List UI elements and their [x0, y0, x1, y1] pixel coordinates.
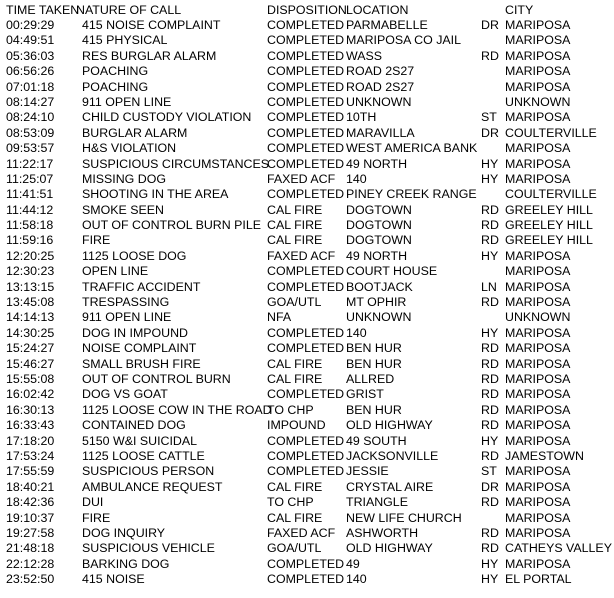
- table-row: [0, 387, 614, 402]
- cell-time-taken: 00:29:29: [6, 18, 55, 32]
- cell-disposition: CAL FIRE: [267, 479, 323, 494]
- table-row: [0, 403, 614, 418]
- cell-disposition: IMPOUND: [267, 418, 326, 433]
- table-row: [0, 495, 614, 510]
- cell-location: BEN HUR: [346, 402, 402, 417]
- cell-city: MARIPOSA: [505, 495, 571, 510]
- cell-time-taken: 08:14:27: [6, 94, 55, 109]
- cell-street-suffix: HY: [481, 248, 499, 263]
- cell-disposition: TO CHP: [267, 495, 314, 510]
- cell-time-taken: 07:01:18: [6, 79, 55, 94]
- cell-disposition: COMPLETED: [267, 264, 345, 279]
- cell-street-suffix: RD: [481, 356, 499, 371]
- cell-street-suffix: RD: [481, 402, 499, 417]
- cell-nature-of-call: OPEN LINE: [82, 264, 149, 279]
- cell-time-taken: 11:59:16: [6, 233, 54, 248]
- cell-city: GREELEY HILL: [505, 233, 593, 248]
- cell-disposition: COMPLETED: [267, 94, 345, 109]
- cell-city: MARIPOSA: [505, 110, 571, 125]
- cell-street-suffix: ST: [481, 110, 497, 125]
- cell-street-suffix: DR: [481, 18, 499, 32]
- cell-city: MARIPOSA: [505, 171, 571, 186]
- cell-disposition: CAL FIRE: [267, 233, 323, 248]
- cell-location: CRYSTAL AIRE: [346, 479, 434, 494]
- table-row: [0, 372, 614, 387]
- table-row: [0, 95, 614, 110]
- table-row: [0, 557, 614, 572]
- cell-street-suffix: HY: [481, 572, 499, 587]
- cell-location: 49: [346, 556, 360, 571]
- cell-time-taken: 23:52:50: [6, 572, 55, 587]
- cell-time-taken: 15:46:27: [6, 356, 55, 371]
- table-row: [0, 249, 614, 264]
- cell-location: NEW LIFE CHURCH: [346, 510, 462, 525]
- cell-disposition: FAXED ACF: [267, 525, 336, 540]
- cell-time-taken: 14:14:13: [6, 310, 55, 325]
- cell-time-taken: 15:55:08: [6, 371, 55, 386]
- cell-location: 140: [346, 572, 367, 587]
- cell-street-suffix: HY: [481, 433, 499, 448]
- cell-location: OLD HIGHWAY: [346, 541, 433, 556]
- cell-disposition: COMPLETED: [267, 448, 345, 463]
- table-row: [0, 511, 614, 526]
- cell-nature-of-call: BURGLAR ALARM: [82, 125, 188, 140]
- cell-time-taken: 21:48:18: [6, 541, 55, 556]
- cell-disposition: TO CHP: [267, 402, 314, 417]
- cell-location: JESSIE: [346, 464, 389, 479]
- cell-street-suffix: RD: [481, 233, 499, 248]
- cell-disposition: COMPLETED: [267, 387, 345, 402]
- table-row: [0, 33, 614, 48]
- table-row: [0, 341, 614, 356]
- cell-disposition: COMPLETED: [267, 572, 345, 587]
- cell-time-taken: 13:13:15: [6, 279, 55, 294]
- cell-nature-of-call: AMBULANCE REQUEST: [82, 479, 223, 494]
- header-city: CITY: [505, 3, 534, 17]
- table-row: [0, 541, 614, 556]
- cell-city: MARIPOSA: [505, 356, 571, 371]
- table-row: [0, 326, 614, 341]
- cell-street-suffix: RD: [481, 387, 499, 402]
- cell-location: MARIPOSA CO JAIL: [346, 33, 461, 48]
- cell-time-taken: 18:40:21: [6, 479, 55, 494]
- cell-location: 140: [346, 325, 367, 340]
- cell-city: COULTERVILLE: [505, 187, 597, 202]
- header-time-taken: TIME TAKEN: [6, 3, 80, 17]
- cell-location: OLD HIGHWAY: [346, 418, 433, 433]
- cell-disposition: COMPLETED: [267, 125, 345, 140]
- cell-time-taken: 16:02:42: [6, 387, 55, 402]
- cell-city: MARIPOSA: [505, 79, 571, 94]
- cell-location: 10TH: [346, 110, 377, 125]
- cell-time-taken: 14:30:25: [6, 325, 55, 340]
- cell-time-taken: 05:36:03: [6, 48, 55, 63]
- cell-city: MARIPOSA: [505, 141, 571, 156]
- cell-location: GRIST: [346, 387, 384, 402]
- cell-time-taken: 17:18:20: [6, 433, 55, 448]
- cell-location: UNKNOWN: [346, 310, 412, 325]
- cell-nature-of-call: DOG IN IMPOUND: [82, 325, 189, 340]
- cell-city: GREELEY HILL: [505, 218, 593, 233]
- table-row: [0, 187, 614, 202]
- table-row: [0, 264, 614, 279]
- cell-disposition: COMPLETED: [267, 64, 345, 79]
- cell-time-taken: 11:41:51: [6, 187, 54, 202]
- cell-location: 49 NORTH: [346, 248, 408, 263]
- cell-disposition: CAL FIRE: [267, 356, 323, 371]
- cell-nature-of-call: 5150 W&I SUICIDAL: [82, 433, 198, 448]
- cell-nature-of-call: DOG VS GOAT: [82, 387, 168, 402]
- cell-nature-of-call: FIRE: [82, 233, 111, 248]
- cell-nature-of-call: SUSPICIOUS CIRCUMSTANCES: [82, 156, 270, 171]
- table-row: [0, 64, 614, 79]
- cell-disposition: CAL FIRE: [267, 218, 323, 233]
- table-row: [0, 80, 614, 95]
- cell-nature-of-call: 911 OPEN LINE: [82, 94, 172, 109]
- cell-city: CATHEYS VALLEY: [505, 541, 612, 556]
- header-location: LOCATION: [346, 3, 409, 17]
- cell-nature-of-call: OUT OF CONTROL BURN PILE: [82, 218, 261, 233]
- cell-location: DOGTOWN: [346, 218, 412, 233]
- cell-nature-of-call: CONTAINED DOG: [82, 418, 186, 433]
- cell-disposition: CAL FIRE: [267, 202, 323, 217]
- table-row: [0, 49, 614, 64]
- cell-nature-of-call: 1125 LOOSE DOG: [82, 248, 187, 263]
- table-row: [0, 418, 614, 433]
- cell-disposition: COMPLETED: [267, 141, 345, 156]
- cell-disposition: COMPLETED: [267, 187, 345, 202]
- cell-city: MARIPOSA: [505, 433, 571, 448]
- cell-time-taken: 11:22:17: [6, 156, 54, 171]
- cell-city: MARIPOSA: [505, 525, 571, 540]
- cell-location: DOGTOWN: [346, 233, 412, 248]
- cell-nature-of-call: 1125 LOOSE COW IN THE ROAD: [82, 402, 272, 417]
- table-row: [0, 218, 614, 233]
- cell-nature-of-call: SMOKE SEEN: [82, 202, 164, 217]
- cell-time-taken: 18:42:36: [6, 495, 55, 510]
- cell-time-taken: 22:12:28: [6, 556, 55, 571]
- cell-street-suffix: RD: [481, 448, 499, 463]
- cell-time-taken: 19:27:58: [6, 525, 55, 540]
- cell-time-taken: 15:24:27: [6, 341, 55, 356]
- cell-time-taken: 11:44:12: [6, 202, 54, 217]
- cell-location: PARMABELLE: [346, 18, 428, 32]
- cell-nature-of-call: NOISE COMPLAINT: [82, 341, 197, 356]
- cell-time-taken: 16:30:13: [6, 402, 55, 417]
- cell-disposition: COMPLETED: [267, 279, 345, 294]
- cell-location: ALLRED: [346, 371, 395, 386]
- cell-nature-of-call: SMALL BRUSH FIRE: [82, 356, 201, 371]
- cell-city: MARIPOSA: [505, 156, 571, 171]
- cell-nature-of-call: BARKING DOG: [82, 556, 170, 571]
- cell-nature-of-call: SUSPICIOUS VEHICLE: [82, 541, 215, 556]
- table-row: [0, 233, 614, 248]
- cell-location: TRIANGLE: [346, 495, 408, 510]
- cell-street-suffix: RD: [481, 525, 499, 540]
- table-row: [0, 280, 614, 295]
- cell-location: 140: [346, 171, 367, 186]
- table-body: [0, 18, 614, 587]
- cell-nature-of-call: TRESPASSING: [82, 295, 170, 310]
- table-row: [0, 449, 614, 464]
- cell-time-taken: 13:45:08: [6, 295, 55, 310]
- cell-city: MARIPOSA: [505, 510, 571, 525]
- cell-location: 49 NORTH: [346, 156, 408, 171]
- cell-street-suffix: RD: [481, 541, 499, 556]
- cell-city: MARIPOSA: [505, 48, 571, 63]
- cell-disposition: COMPLETED: [267, 341, 345, 356]
- table-row: [0, 310, 614, 325]
- cell-disposition: GOA/UTL: [267, 295, 322, 310]
- table-row: [0, 203, 614, 218]
- cell-city: MARIPOSA: [505, 64, 571, 79]
- cell-city: UNKNOWN: [505, 310, 571, 325]
- cell-city: MARIPOSA: [505, 248, 571, 263]
- table-row: [0, 480, 614, 495]
- cell-time-taken: 09:53:57: [6, 141, 55, 156]
- cell-nature-of-call: MISSING DOG: [82, 171, 166, 186]
- cell-street-suffix: HY: [481, 156, 499, 171]
- cell-city: MARIPOSA: [505, 264, 571, 279]
- cell-disposition: COMPLETED: [267, 33, 345, 48]
- cell-location: WASS: [346, 48, 383, 63]
- table-row: [0, 295, 614, 310]
- cell-nature-of-call: TRAFFIC ACCIDENT: [82, 279, 201, 294]
- cell-time-taken: 12:30:23: [6, 264, 55, 279]
- cell-location: BOOTJACK: [346, 279, 413, 294]
- cell-disposition: COMPLETED: [267, 156, 345, 171]
- cell-city: MARIPOSA: [505, 33, 571, 48]
- cell-disposition: COMPLETED: [267, 18, 345, 32]
- table-row: [0, 126, 614, 141]
- cell-location: ROAD 2S27: [346, 64, 415, 79]
- cell-disposition: COMPLETED: [267, 48, 345, 63]
- cell-disposition: CAL FIRE: [267, 510, 323, 525]
- cell-city: COULTERVILLE: [505, 125, 597, 140]
- cell-nature-of-call: POACHING: [82, 79, 149, 94]
- cell-city: MARIPOSA: [505, 325, 571, 340]
- cell-nature-of-call: OUT OF CONTROL BURN: [82, 371, 231, 386]
- cell-nature-of-call: H&S VIOLATION: [82, 141, 177, 156]
- cell-street-suffix: HY: [481, 325, 499, 340]
- cell-nature-of-call: DOG INQUIRY: [82, 525, 166, 540]
- cell-street-suffix: HY: [481, 556, 499, 571]
- cell-city: UNKNOWN: [505, 94, 571, 109]
- cell-city: GREELEY HILL: [505, 202, 593, 217]
- cell-time-taken: 19:10:37: [6, 510, 55, 525]
- cell-nature-of-call: SHOOTING IN THE AREA: [82, 187, 229, 202]
- cell-street-suffix: RD: [481, 371, 499, 386]
- cell-location: ROAD 2S27: [346, 79, 415, 94]
- cell-nature-of-call: 911 OPEN LINE: [82, 310, 172, 325]
- cell-disposition: FAXED ACF: [267, 248, 336, 263]
- cell-street-suffix: RD: [481, 295, 499, 310]
- cell-time-taken: 16:33:43: [6, 418, 55, 433]
- cell-disposition: COMPLETED: [267, 433, 345, 448]
- cell-disposition: COMPLETED: [267, 110, 345, 125]
- table-row: [0, 434, 614, 449]
- cell-nature-of-call: 415 NOISE COMPLAINT: [82, 18, 221, 32]
- cell-time-taken: 17:53:24: [6, 448, 55, 463]
- cell-disposition: COMPLETED: [267, 79, 345, 94]
- cell-street-suffix: RD: [481, 202, 499, 217]
- cell-location: ASHWORTH: [346, 525, 419, 540]
- cell-city: MARIPOSA: [505, 556, 571, 571]
- cell-location: MARAVILLA: [346, 125, 415, 140]
- cell-disposition: COMPLETED: [267, 556, 345, 571]
- cell-nature-of-call: 1125 LOOSE CATTLE: [82, 448, 205, 463]
- cell-location: WEST AMERICA BANK: [346, 141, 478, 156]
- cell-disposition: NFA: [267, 310, 292, 325]
- table-row: [0, 357, 614, 372]
- cell-city: MARIPOSA: [505, 387, 571, 402]
- cell-time-taken: 11:25:07: [6, 171, 54, 186]
- cell-time-taken: 12:20:25: [6, 248, 55, 263]
- cell-nature-of-call: 415 PHYSICAL: [82, 33, 168, 48]
- table-row: [0, 172, 614, 187]
- cell-nature-of-call: POACHING: [82, 64, 149, 79]
- cell-location: COURT HOUSE: [346, 264, 438, 279]
- cell-nature-of-call: DUI: [82, 495, 104, 510]
- cell-street-suffix: RD: [481, 341, 499, 356]
- cell-nature-of-call: 415 NOISE: [82, 572, 145, 587]
- cell-street-suffix: DR: [481, 125, 499, 140]
- table-row: [0, 526, 614, 541]
- table-row: [0, 157, 614, 172]
- cell-city: EL PORTAL: [505, 572, 572, 587]
- cell-street-suffix: LN: [481, 279, 497, 294]
- cell-city: MARIPOSA: [505, 341, 571, 356]
- cell-city: MARIPOSA: [505, 479, 571, 494]
- table-row: [0, 110, 614, 125]
- cell-city: MARIPOSA: [505, 464, 571, 479]
- cell-location: UNKNOWN: [346, 94, 412, 109]
- table-header-row: [0, 3, 614, 18]
- cell-location: BEN HUR: [346, 341, 402, 356]
- cell-city: MARIPOSA: [505, 279, 571, 294]
- cell-disposition: FAXED ACF: [267, 171, 336, 186]
- cell-location: MT OPHIR: [346, 295, 407, 310]
- cell-city: MARIPOSA: [505, 371, 571, 386]
- cell-disposition: GOA/UTL: [267, 541, 322, 556]
- table-row: [0, 572, 614, 587]
- cell-location: 49 SOUTH: [346, 433, 407, 448]
- cell-time-taken: 08:53:09: [6, 125, 55, 140]
- cell-location: PINEY CREEK RANGE: [346, 187, 477, 202]
- cell-street-suffix: HY: [481, 171, 499, 186]
- cell-disposition: COMPLETED: [267, 325, 345, 340]
- cell-time-taken: 17:55:59: [6, 464, 55, 479]
- cell-time-taken: 04:49:51: [6, 33, 55, 48]
- cell-street-suffix: DR: [481, 479, 499, 494]
- cell-nature-of-call: CHILD CUSTODY VIOLATION: [82, 110, 252, 125]
- cell-street-suffix: RD: [481, 48, 499, 63]
- cell-city: MARIPOSA: [505, 418, 571, 433]
- cell-location: BEN HUR: [346, 356, 402, 371]
- cell-time-taken: 11:58:18: [6, 218, 54, 233]
- cell-street-suffix: RD: [481, 218, 499, 233]
- cell-disposition: CAL FIRE: [267, 371, 323, 386]
- cell-street-suffix: ST: [481, 464, 497, 479]
- cell-city: MARIPOSA: [505, 295, 571, 310]
- cell-time-taken: 06:56:26: [6, 64, 55, 79]
- cell-street-suffix: RD: [481, 418, 499, 433]
- cell-disposition: COMPLETED: [267, 464, 345, 479]
- table-row: [0, 141, 614, 156]
- header-nature-of-call: NATURE OF CALL: [76, 3, 182, 17]
- cell-location: DOGTOWN: [346, 202, 412, 217]
- table-row: [0, 464, 614, 479]
- table-row: [0, 18, 614, 33]
- cell-street-suffix: RD: [481, 495, 499, 510]
- cell-city: JAMESTOWN: [505, 448, 584, 463]
- cell-city: MARIPOSA: [505, 402, 571, 417]
- cell-time-taken: 08:24:10: [6, 110, 55, 125]
- cell-location: JACKSONVILLE: [346, 448, 439, 463]
- cell-nature-of-call: FIRE: [82, 510, 111, 525]
- cell-city: MARIPOSA: [505, 18, 571, 32]
- cell-nature-of-call: SUSPICIOUS PERSON: [82, 464, 215, 479]
- header-disposition: DISPOSITION: [267, 3, 347, 17]
- cell-nature-of-call: RES BURGLAR ALARM: [82, 48, 217, 63]
